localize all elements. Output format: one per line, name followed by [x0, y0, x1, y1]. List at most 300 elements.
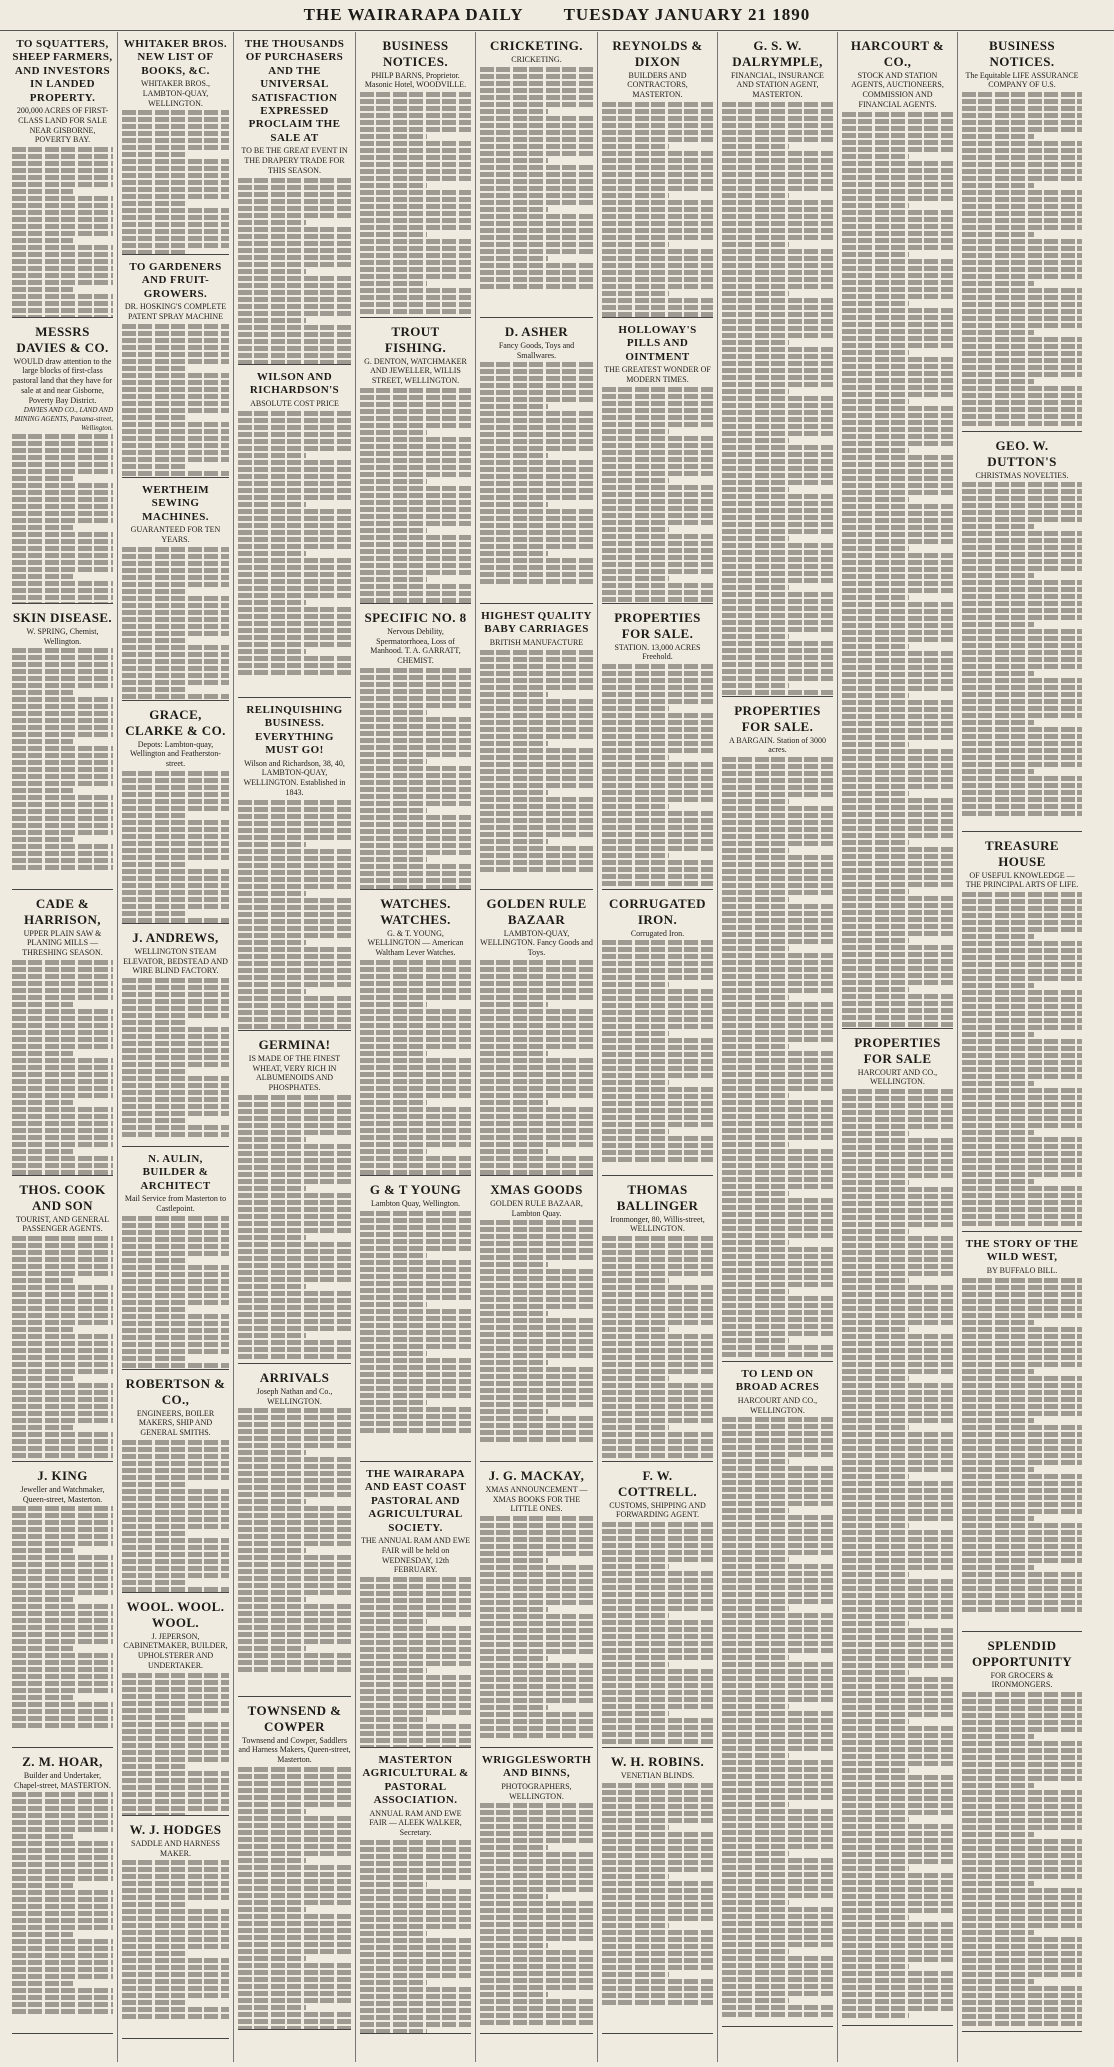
body-text-line [238, 325, 351, 330]
body-text-line [360, 197, 471, 202]
body-text-line [12, 781, 113, 786]
body-text-line [962, 197, 1082, 202]
ad-subheading: BY BUFFALO BILL. [986, 1265, 1058, 1275]
body-text-line [842, 833, 953, 838]
body-text-line [602, 2000, 713, 2005]
body-text-line [602, 1585, 713, 1590]
body-text-line [722, 1114, 833, 1119]
body-text-line [238, 220, 306, 225]
body-text-line [480, 1409, 548, 1414]
body-text-line [962, 92, 1082, 97]
body-text-line [602, 1655, 713, 1660]
body-text-line [360, 1344, 471, 1349]
body-text-line [360, 1051, 427, 1056]
body-text-line [602, 832, 713, 837]
body-text-line [722, 1424, 833, 1429]
body-text-line [722, 277, 833, 282]
body-text-line [480, 1649, 593, 1654]
body-text-line [480, 1156, 593, 1161]
ad-subheading: XMAS ANNOUNCEMENT — XMAS BOOKS FOR THE LITTLE ONES. [485, 1484, 588, 1514]
body-text-line [238, 2026, 351, 2030]
body-text-line [360, 295, 471, 300]
body-text-line [842, 112, 953, 117]
body-text-line [122, 645, 229, 650]
body-text-line [360, 472, 471, 477]
body-text-line [480, 657, 593, 662]
body-text-line [722, 669, 833, 674]
body-text-line [722, 501, 833, 506]
body-text-line [12, 1002, 73, 1007]
body-text-line [602, 1916, 713, 1921]
body-text-line [480, 1437, 593, 1442]
body-text-line [480, 1128, 593, 1133]
ad-subheading: PHILP BARNS, Proprietor. Masonic Hotel, WOODVILLE. [364, 70, 467, 90]
body-text-line [962, 510, 1082, 515]
body-text-line [360, 1675, 471, 1680]
body-text-line [842, 658, 953, 663]
body-text-line [122, 1531, 186, 1536]
body-text-line [842, 1341, 953, 1346]
body-text-line [842, 175, 953, 180]
body-text-line [722, 550, 833, 555]
body-text-line [480, 1544, 593, 1549]
body-text-line [962, 941, 1082, 946]
body-text-line [962, 1432, 1082, 1437]
body-text-line [122, 1090, 229, 1095]
body-text-line [360, 218, 471, 223]
body-text-line [962, 1930, 1034, 1935]
body-text-line [842, 1838, 953, 1843]
body-text-line [122, 1230, 229, 1235]
body-text-line [12, 1632, 113, 1637]
ad-subheading: Joseph Nathan and Co., WELLINGTON. [256, 1386, 333, 1406]
body-text-line [842, 616, 953, 621]
body-text-line [962, 1095, 1082, 1100]
body-text-line [122, 652, 229, 657]
body-text-line [480, 650, 593, 655]
body-text-line [480, 839, 548, 844]
body-text-line [842, 308, 953, 313]
body-text-line [480, 1149, 548, 1154]
body-text-line [122, 1750, 229, 1755]
body-text-line [962, 1383, 1082, 1388]
ad-heading: G & T YOUNG [369, 1182, 462, 1197]
body-text-line [602, 1697, 713, 1702]
body-text-line [360, 493, 471, 498]
body-text-line [722, 1683, 833, 1688]
body-text-line [722, 326, 833, 331]
body-text-line [480, 102, 593, 107]
body-text-line [722, 799, 789, 804]
body-text-line [480, 671, 593, 676]
body-text-line [962, 566, 1082, 571]
ad-subheading: STOCK AND STATION AGENTS, AUCTIONEERS, COMMISSION AND FINANCIAL AGENTS. [851, 70, 944, 109]
body-text-line [842, 1705, 953, 1710]
body-text-line [962, 1285, 1082, 1290]
body-text-line [12, 1320, 113, 1325]
body-text-line [602, 825, 713, 830]
body-text-line [842, 287, 953, 292]
body-text-line [360, 1058, 471, 1063]
body-text-line [842, 791, 909, 796]
body-text-line [722, 1303, 833, 1308]
body-text-line [722, 270, 833, 275]
body-text-line [722, 389, 789, 394]
body-text-line [480, 825, 593, 830]
body-text-line [360, 591, 471, 596]
body-text-line [722, 1571, 833, 1576]
body-text-line [722, 634, 789, 639]
body-text-line [480, 1374, 593, 1379]
body-text-line [360, 710, 427, 715]
body-text-line [122, 897, 229, 902]
body-text-line [602, 727, 713, 732]
body-text-line [602, 1718, 713, 1723]
body-text-line [360, 288, 471, 293]
body-text-line [602, 597, 713, 602]
body-text-line [12, 1806, 113, 1811]
body-text-line [12, 1918, 113, 1923]
body-text-line [722, 1585, 833, 1590]
body-text-line [360, 1861, 471, 1866]
ad-heading: ROBERTSON & CO., [125, 1376, 226, 1407]
column-2 [118, 32, 234, 2062]
body-text-line [962, 1165, 1082, 1170]
body-text-line [842, 203, 909, 208]
body-text-line [962, 1783, 1034, 1788]
body-text-line [122, 1237, 229, 1242]
ad-heading: MASTERTON AGRICULTURAL & PASTORAL ASSOCIATION. [362, 1754, 469, 1807]
body-text-line [962, 1762, 1082, 1767]
body-text-line [602, 242, 669, 247]
body-text-line [12, 1016, 113, 1021]
body-text-line [602, 116, 713, 121]
body-text-line [722, 613, 833, 618]
body-text-line [12, 1299, 113, 1304]
body-text-line [360, 1428, 471, 1433]
body-text-line [12, 1439, 113, 1444]
body-text-line [962, 1109, 1082, 1114]
body-text-line [360, 1114, 471, 1119]
ad-heading: THOS. COOK AND SON [19, 1182, 106, 1213]
body-text-line [722, 305, 833, 310]
body-text-line [238, 600, 306, 605]
body-text-line [238, 1569, 351, 1574]
body-text-line [12, 995, 113, 1000]
body-text-line [480, 1304, 593, 1309]
body-text-line [122, 978, 229, 983]
body-text-line [122, 138, 229, 143]
body-text-line [238, 227, 351, 232]
body-text-line [602, 429, 669, 434]
body-text-line [722, 1198, 833, 1203]
body-text-line [122, 1118, 186, 1123]
body-text-line [12, 1156, 113, 1161]
body-text-line [122, 208, 229, 213]
ad-heading: F. W. COTTRELL. [617, 1468, 698, 1499]
body-text-line [360, 2015, 471, 2020]
body-text-line [122, 345, 229, 350]
body-text-line [962, 762, 1082, 767]
body-text-line [360, 829, 471, 834]
body-text-line [122, 457, 229, 462]
body-text-line [360, 1591, 471, 1596]
ad-heading: GERMINA! [258, 1037, 331, 1052]
body-text-line [12, 1327, 73, 1332]
body-text-line [12, 1925, 113, 1930]
body-text-line [842, 1292, 953, 1297]
body-text-line [480, 572, 593, 577]
body-text-line [480, 193, 593, 198]
body-text-line [722, 1324, 833, 1329]
body-text-line [238, 621, 351, 626]
body-text-line [962, 1453, 1082, 1458]
body-text-line [480, 678, 593, 683]
body-text-line [238, 1024, 351, 1029]
body-text-line [962, 783, 1082, 788]
body-text-line [122, 575, 229, 580]
body-text-line [480, 1430, 593, 1435]
advertisement [480, 1750, 593, 2034]
body-text-line [602, 1369, 713, 1374]
body-text-line [360, 1002, 427, 1007]
body-text-line [962, 1776, 1082, 1781]
body-text-line [602, 415, 713, 420]
body-text-line [360, 703, 471, 708]
ad-subheading: J. JEPERSON, CABINETMAKER, BUILDER, UPHOLSTERER AND UNDERTAKER. [123, 1631, 228, 1670]
body-text-line [360, 1281, 471, 1286]
body-text-line [122, 1559, 229, 1564]
body-text-line [722, 417, 833, 422]
body-text-line [12, 1411, 113, 1416]
body-text-line [480, 1572, 593, 1577]
body-text-line [122, 617, 229, 622]
body-text-line [842, 1117, 953, 1122]
body-text-line [962, 302, 1082, 307]
advertisement [962, 34, 1082, 432]
body-text-line [962, 1551, 1082, 1556]
body-text-line [480, 1866, 593, 1871]
body-text-line [360, 1959, 471, 1964]
body-text-line [722, 1058, 833, 1063]
body-text-line [360, 988, 471, 993]
body-text-line [722, 375, 833, 380]
body-text-line [480, 995, 593, 1000]
body-text-line [722, 1508, 789, 1513]
body-text-line [238, 607, 351, 612]
body-text-line [12, 1667, 113, 1672]
body-text-line [962, 1523, 1082, 1528]
body-text-line [962, 267, 1082, 272]
body-text-line [360, 570, 471, 575]
body-text-line [360, 246, 471, 251]
body-text-line [962, 232, 1034, 237]
ad-heading: J. KING [37, 1468, 88, 1483]
body-text-line [602, 1257, 713, 1262]
body-text-line [238, 1823, 351, 1828]
body-text-line [602, 692, 713, 697]
body-text-line [602, 748, 713, 753]
body-text-line [238, 1984, 351, 1989]
body-text-line [480, 692, 548, 697]
body-text-line [12, 1432, 113, 1437]
body-text-line [238, 1172, 351, 1177]
body-text-line [238, 898, 351, 903]
ad-heading: SPECIFIC NO. 8 [364, 610, 467, 625]
body-text-line [962, 678, 1082, 683]
body-text-line [122, 1680, 229, 1685]
body-text-line [842, 490, 953, 495]
body-text-line [722, 1445, 833, 1450]
body-text-line [12, 301, 113, 306]
body-text-line [722, 1009, 833, 1014]
body-text-line [480, 1852, 593, 1857]
body-text-line [842, 322, 953, 327]
body-text-line [238, 262, 351, 267]
body-text-line [480, 1817, 593, 1822]
body-text-line [722, 1438, 833, 1443]
body-text-line [962, 899, 1082, 904]
body-text-line [238, 1653, 351, 1658]
body-text-line [962, 169, 1082, 174]
body-text-line [722, 904, 833, 909]
body-text-line [122, 1461, 229, 1466]
advertisement [962, 434, 1082, 832]
body-text-line [12, 816, 113, 821]
body-text-line [238, 418, 351, 423]
body-text-line [602, 1355, 713, 1360]
body-text-line [12, 483, 113, 488]
body-text-line [480, 988, 593, 993]
body-text-line [238, 989, 306, 994]
body-text-line [480, 151, 593, 156]
body-text-line [602, 1397, 713, 1402]
body-text-line [238, 870, 351, 875]
body-text-line [602, 144, 669, 149]
body-text-line [842, 1208, 953, 1213]
body-text-line [12, 1100, 73, 1105]
body-text-line [722, 116, 833, 121]
body-text-line [602, 811, 713, 816]
body-text-line [962, 1558, 1082, 1563]
body-text-line [360, 1016, 471, 1021]
body-text-line [238, 1499, 306, 1504]
body-text-line [602, 499, 713, 504]
body-text-line [238, 877, 351, 882]
body-text-line [122, 380, 229, 385]
body-text-line [842, 1873, 953, 1878]
body-text-line [842, 980, 953, 985]
body-text-line [842, 301, 909, 306]
body-text-line [842, 623, 953, 628]
body-text-line [238, 199, 351, 204]
body-text-line [480, 967, 593, 972]
body-text-line [238, 1977, 351, 1982]
body-text-line [962, 608, 1082, 613]
body-text-line [842, 385, 953, 390]
body-text-line [842, 742, 909, 747]
body-text-line [238, 269, 306, 274]
advertisement [962, 1234, 1082, 1632]
body-text-line [122, 187, 229, 192]
body-text-line [480, 1051, 548, 1056]
body-text-line [962, 748, 1082, 753]
body-text-line [842, 1957, 953, 1962]
body-text-line [12, 224, 113, 229]
body-text-line [962, 1460, 1082, 1465]
body-text-line [360, 1640, 471, 1645]
body-text-line [722, 1704, 789, 1709]
ad-subheading: HARCOURT AND CO., WELLINGTON. [737, 1395, 818, 1415]
body-text-line [842, 707, 953, 712]
body-text-line [360, 1379, 471, 1384]
advertisement [12, 606, 113, 890]
body-text-line [12, 1044, 113, 1049]
body-text-line [12, 697, 113, 702]
ad-subheading: Lambton Quay, Wellington. [371, 1198, 460, 1208]
body-text-line [480, 2020, 593, 2025]
body-text-line [238, 1158, 351, 1163]
body-text-line [842, 1187, 953, 1192]
body-text-line [842, 945, 953, 950]
body-text-line [842, 1810, 953, 1815]
body-text-line [238, 996, 351, 1001]
body-text-line [722, 1135, 833, 1140]
body-text-line [122, 1293, 229, 1298]
body-text-line [842, 1880, 953, 1885]
body-text-line [480, 1297, 593, 1302]
body-text-line [122, 1958, 229, 1963]
body-text-line [480, 1234, 593, 1239]
body-text-line [12, 602, 113, 604]
body-text-line [238, 1534, 351, 1539]
body-text-line [842, 2013, 909, 2018]
body-text-line [722, 1023, 833, 1028]
advertisement [602, 892, 713, 1176]
body-text-line [238, 663, 351, 668]
body-text-line [722, 144, 789, 149]
body-text-line [962, 1137, 1082, 1142]
body-text-line [122, 1216, 229, 1221]
body-text-line [722, 1732, 833, 1737]
body-text-line [238, 425, 351, 430]
body-text-line [602, 1662, 669, 1667]
body-text-line [842, 1782, 953, 1787]
body-text-line [842, 392, 953, 397]
body-text-line [722, 1977, 833, 1982]
body-text-line [12, 154, 113, 159]
body-text-line [602, 1804, 713, 1809]
body-text-line [602, 235, 713, 240]
ad-subheading: W. SPRING, Chemist, Wellington. [26, 626, 99, 646]
body-text-line [12, 581, 113, 586]
body-text-line [12, 1527, 113, 1532]
ad-heading: SPLENDID OPPORTUNITY [971, 1638, 1072, 1669]
body-text-line [238, 1816, 351, 1821]
body-text-line [122, 450, 229, 455]
body-text-line [360, 1924, 471, 1929]
body-text-line [722, 1219, 833, 1224]
ad-heading: Z. M. HOAR, [22, 1754, 103, 1769]
body-text-line [962, 344, 1082, 349]
body-text-line [602, 214, 713, 219]
body-text-line [962, 162, 1082, 167]
body-text-line [722, 1317, 833, 1322]
body-text-line [12, 1163, 113, 1168]
advertisement [360, 892, 471, 1176]
body-text-line [238, 255, 351, 260]
body-text-line [722, 620, 833, 625]
